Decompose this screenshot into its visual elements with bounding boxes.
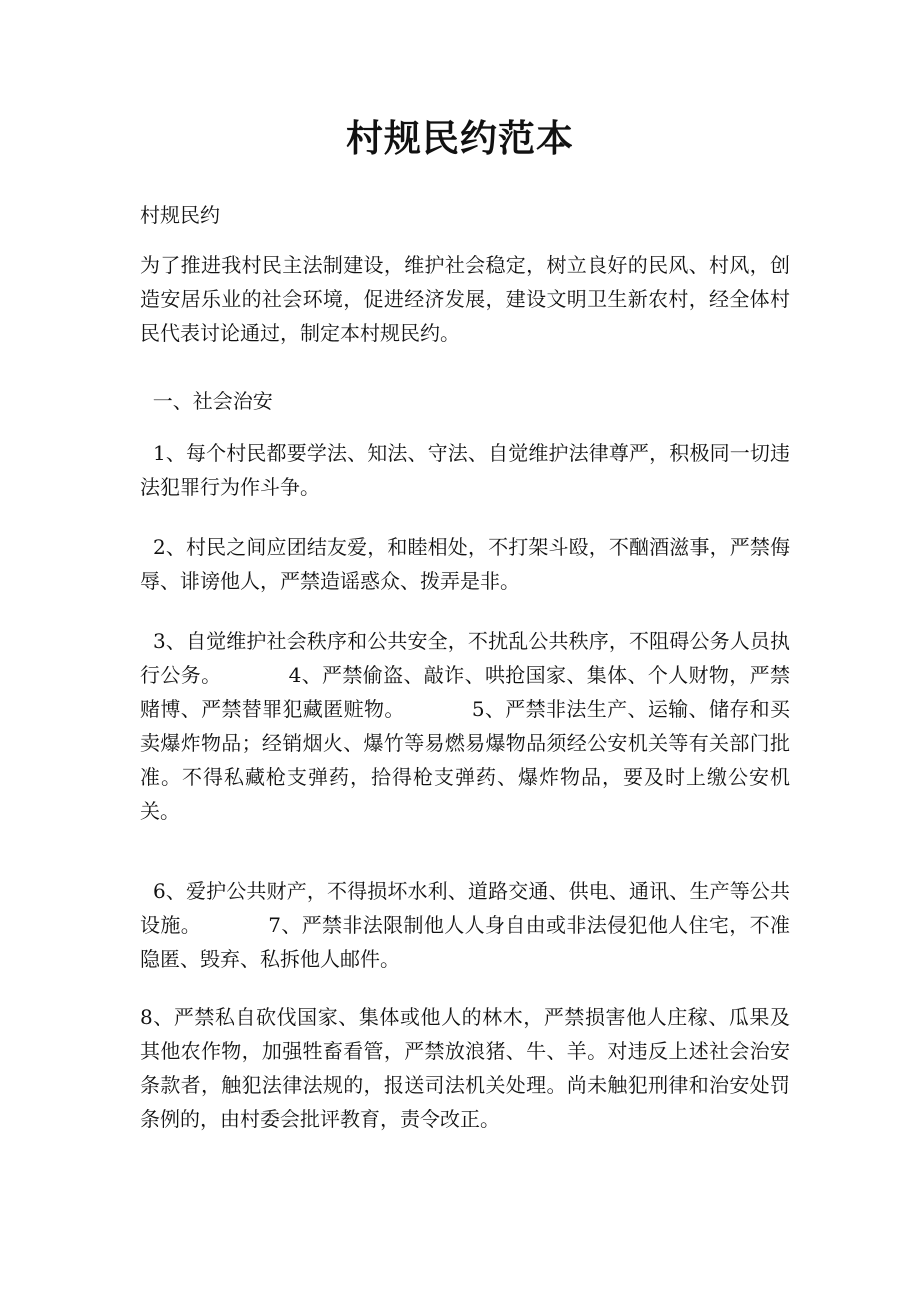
article-8-paragraph: 8、严禁私自砍伐国家、集体或他人的林木，严禁损害他人庄稼、瓜果及其他农作物，加强牲畜看管，严禁放浪猪、牛、羊。对违反上述社会治安条款者，触犯法律法规的，报送司法机关处理。尚未触犯刑律和治安处罚条例的，由村委会批评教育，责令改正。	[140, 1005, 790, 1131]
section-heading-social-security: 一、社会治安	[140, 389, 273, 413]
document-title: 村规民约范本	[346, 116, 574, 160]
article-1-paragraph: 1、每个村民都要学法、知法、守法、自觉维护法律尊严，积极同一切违法犯罪行为作斗争。	[140, 441, 790, 499]
document-subtitle: 村规民约	[140, 203, 220, 227]
articles-6-7-paragraph: 6、爱护公共财产，不得损坏水利、道路交通、供电、通讯、生产等公共设施。 7、严禁非法限制他人人身自由或非法侵犯他人住宅，不准隐匿、毁弃、私拆他人邮件。	[140, 879, 790, 971]
articles-3-5-paragraph: 3、自觉维护社会秩序和公共安全，不扰乱公共秩序，不阻碍公务人员执行公务。 4、严禁偷盗、敲诈、哄抢国家、集体、个人财物，严禁赌博、严禁替罪犯藏匿赃物。 5、严禁非法生产、运输、储存和买卖爆炸物品；经销烟火、爆竹等易燃易爆物品须经公安机关等有关部门批准。不得私藏枪支弹药，拾得枪支弹药、爆炸物品，要及时上缴公安机关。	[140, 629, 790, 823]
article-2-paragraph: 2、村民之间应团结友爱，和睦相处，不打架斗殴，不酗酒滋事，严禁侮辱、诽谤他人，严禁造谣惑众、拨弄是非。	[140, 535, 790, 593]
intro-paragraph: 为了推进我村民主法制建设，维护社会稳定，树立良好的民风、村风，创造安居乐业的社会环境，促进经济发展，建设文明卫生新农村，经全体村民代表讨论通过，制定本村规民约。	[140, 253, 790, 345]
